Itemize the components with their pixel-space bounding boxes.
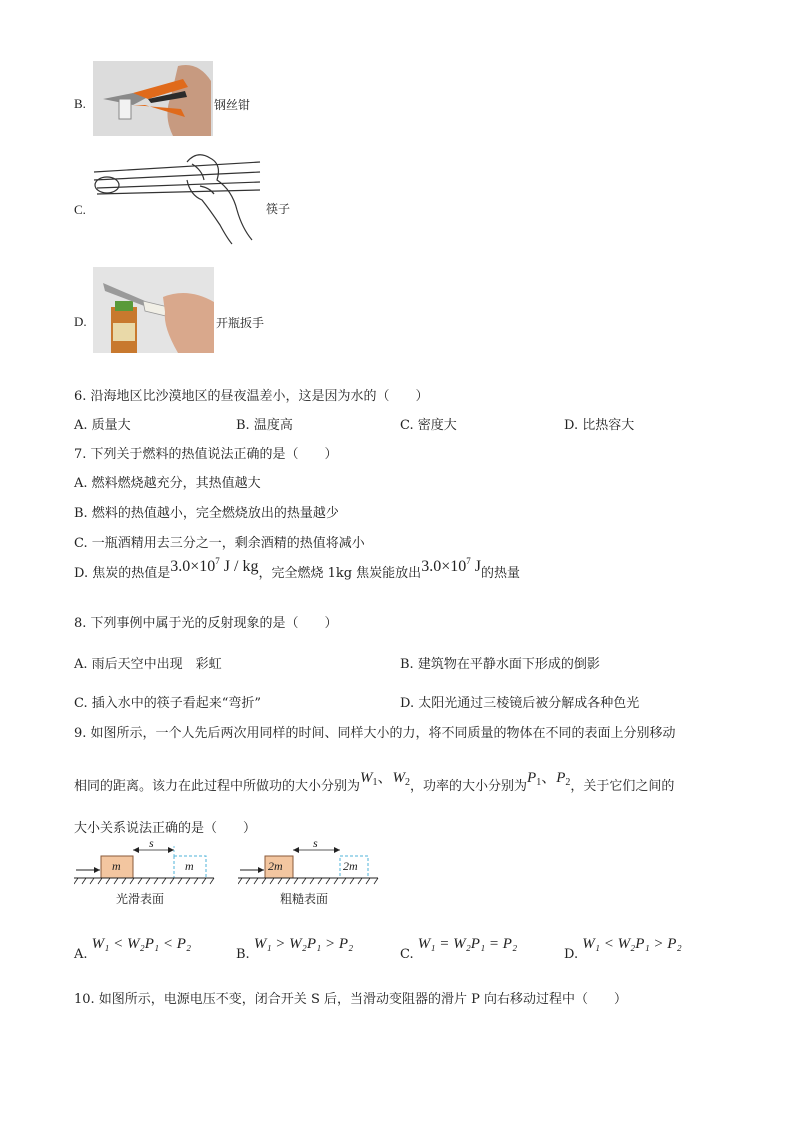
q9-rough-caption: 粗糙表面 bbox=[280, 892, 329, 906]
bottle-opener-icon bbox=[93, 267, 214, 353]
q7-option-c[interactable]: C. 一瓶酒精用去三分之一，剩余酒精的热值将减小 bbox=[74, 536, 365, 551]
q9-w1-sub: 1 bbox=[372, 777, 378, 788]
q7-option-a[interactable]: A. 燃料燃烧越充分，其热值越大 bbox=[74, 476, 261, 491]
q6-option-a[interactable]: A. 质量大 bbox=[74, 418, 131, 433]
q9-sep1: 、 bbox=[377, 770, 393, 786]
bottle-opener-photo bbox=[93, 267, 214, 353]
q9-sep2: 、 bbox=[541, 770, 557, 786]
q9-option-c[interactable] bbox=[400, 936, 518, 962]
q6-option-b[interactable]: B. 温度高 bbox=[236, 418, 293, 433]
q5-option-b-letter: B. bbox=[74, 96, 86, 111]
q9-p-symbols bbox=[527, 770, 570, 786]
q10-stem: 10. 如图所示，电源电压不变，闭合开关 S 后，当滑动变阻器的滑片 P 向右移动过程中（ ） bbox=[74, 992, 627, 1007]
q5-option-d-caption: 开瓶扳手 bbox=[216, 316, 265, 330]
q7-d-mid: ，完全燃烧 1kg 焦炭能放出 bbox=[258, 566, 422, 581]
q7-d-value2 bbox=[421, 558, 481, 575]
q6-option-c[interactable]: C. 密度大 bbox=[400, 418, 457, 433]
chopsticks-drawing bbox=[92, 150, 262, 245]
q9-w-symbols bbox=[360, 770, 410, 786]
q8-option-b[interactable]: B. 建筑物在平静水面下形成的倒影 bbox=[400, 657, 600, 672]
q9-option-d-letter: D. bbox=[564, 947, 579, 962]
q9-option-a[interactable] bbox=[74, 936, 192, 962]
q9-figure-smooth bbox=[74, 836, 224, 912]
q9-smooth-block-label: m bbox=[112, 859, 121, 873]
chopsticks-icon bbox=[92, 150, 262, 245]
q9-option-a-expr: W₁ < W₂P₁ < P₂ bbox=[91, 936, 192, 952]
pliers-icon bbox=[93, 61, 213, 136]
q9-line1: 9. 如图所示，一个人先后两次用同样的时间、同样大小的力，将不同质量的物体在不同的表面上分别移动 bbox=[74, 726, 676, 741]
q9-rough-dist-label: s bbox=[313, 836, 318, 850]
q5-option-d-letter: D. bbox=[74, 314, 87, 329]
q8-option-c[interactable]: C. 插入水中的筷子看起来“弯折” bbox=[74, 696, 262, 711]
q7-option-b[interactable]: B. 燃料的热值越小，完全燃烧放出的热量越少 bbox=[74, 506, 339, 521]
q9-line2-b: ，功率的大小分别为 bbox=[410, 779, 528, 794]
q9-smooth-dist-label: s bbox=[149, 836, 154, 850]
q9-w2: W bbox=[392, 770, 406, 786]
q6-option-d[interactable]: D. 比热容大 bbox=[564, 418, 635, 433]
q7-option-d[interactable] bbox=[74, 556, 520, 582]
q7-d-unit1: J / kg bbox=[219, 558, 259, 575]
q7-d-val1: 3.0×10 bbox=[170, 558, 216, 575]
q8-option-d[interactable]: D. 太阳光通过三棱镜后被分解成各种色光 bbox=[400, 696, 640, 711]
q7-d-prefix: D. 焦炭的热值是 bbox=[74, 566, 171, 581]
q9-option-c-letter: C. bbox=[400, 947, 414, 962]
q9-figure-rough bbox=[238, 836, 388, 912]
q7-d-unit2: J bbox=[470, 558, 481, 575]
q6-stem: 6. 沿海地区比沙漠地区的昼夜温差小，这是因为水的（ ） bbox=[74, 389, 429, 404]
q5-option-c-letter: C. bbox=[74, 202, 86, 217]
q7-d-suffix: 的热量 bbox=[480, 566, 520, 581]
pliers-photo bbox=[93, 61, 213, 136]
q9-w2-sub: 2 bbox=[405, 777, 411, 788]
q7-d-value1 bbox=[170, 558, 258, 575]
q9-line3: 大小关系说法正确的是（ ） bbox=[74, 821, 257, 836]
q9-p2-sub: 2 bbox=[565, 777, 571, 788]
q8-option-a[interactable]: A. 雨后天空中出现 彩虹 bbox=[74, 657, 222, 672]
q9-smooth-ghost-label: m bbox=[185, 859, 194, 873]
q7-d-exp2: 7 bbox=[466, 556, 471, 566]
q9-line2 bbox=[74, 770, 675, 796]
q7-stem: 7. 下列关于燃料的热值说法正确的是（ ） bbox=[74, 447, 338, 462]
q9-line2-c: ，关于它们之间的 bbox=[570, 779, 675, 794]
q9-rough-block-label: 2m bbox=[268, 859, 283, 873]
q9-option-d-expr: W₁ < W₂P₁ > P₂ bbox=[582, 936, 682, 952]
q9-w1: W bbox=[360, 770, 373, 786]
q9-option-c-expr: W₁ = W₂P₁ = P₂ bbox=[417, 936, 518, 952]
q9-option-a-letter: A. bbox=[74, 947, 88, 962]
q9-p1: P bbox=[527, 770, 537, 786]
q7-d-val2: 3.0×10 bbox=[421, 558, 467, 575]
q9-option-d[interactable] bbox=[564, 936, 682, 962]
q9-smooth-caption: 光滑表面 bbox=[116, 892, 165, 906]
q9-rough-ghost-label: 2m bbox=[343, 859, 358, 873]
q9-line2-a: 相同的距离。该力在此过程中所做功的大小分别为 bbox=[74, 779, 361, 794]
q5-option-c-caption: 筷子 bbox=[266, 202, 291, 216]
q7-d-exp1: 7 bbox=[215, 556, 220, 566]
q8-stem: 8. 下列事例中属于光的反射现象的是（ ） bbox=[74, 616, 338, 631]
q5-option-b-caption: 钢丝钳 bbox=[214, 98, 251, 112]
q9-p1-sub: 1 bbox=[536, 777, 542, 788]
q9-option-b-letter: B. bbox=[236, 947, 250, 962]
q9-option-b-expr: W₁ > W₂P₁ > P₂ bbox=[253, 936, 354, 952]
q9-p2: P bbox=[556, 770, 566, 786]
q9-option-b[interactable] bbox=[236, 936, 354, 962]
